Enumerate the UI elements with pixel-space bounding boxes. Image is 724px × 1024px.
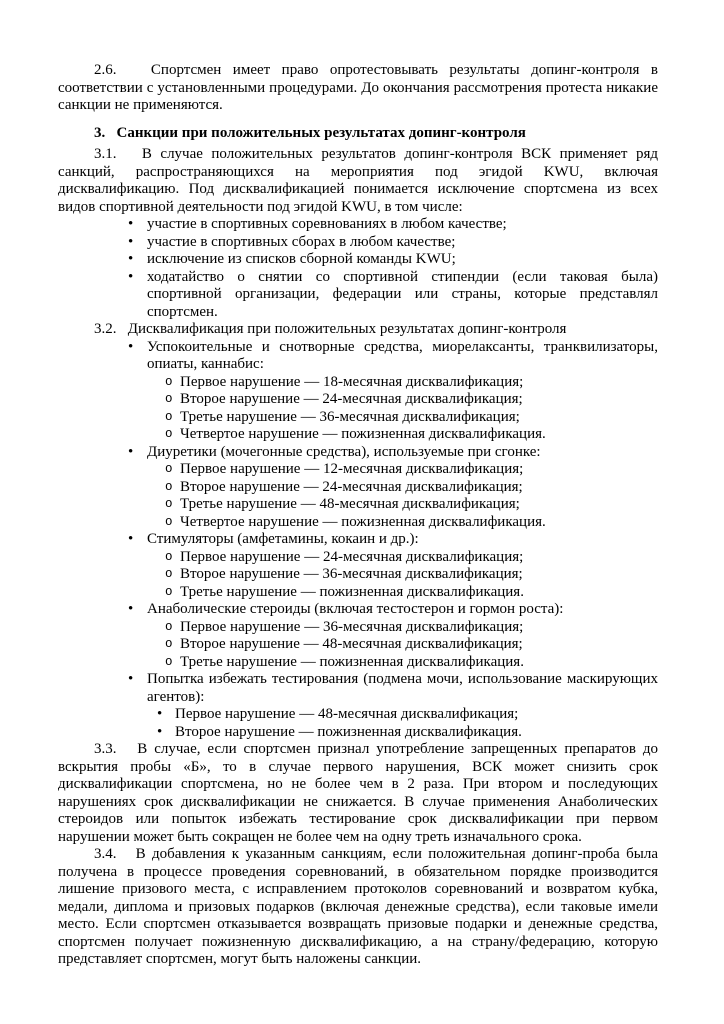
category-name: Анаболические стероиды (включая тестостерон и гормон роста):: [147, 601, 564, 617]
bullet-icon: •: [128, 251, 134, 267]
category-name: Успокоительные и снотворные средства, миорелаксанты, транквилизаторы, опиаты, каннабис:: [147, 338, 658, 372]
circle-icon: o: [165, 567, 173, 581]
violation-text: Второе нарушение — пожизненная дисквалификация.: [175, 723, 522, 740]
category-name: Стимуляторы (амфетамины, кокаин и др.):: [147, 531, 419, 547]
list-item-text: участие в спортивных сборах в любом качестве;: [147, 233, 456, 250]
violation-item: [58, 461, 658, 479]
violation-item: [58, 654, 658, 672]
violation-text: Четвертое нарушение — пожизненная дисквалификация.: [180, 513, 546, 530]
circle-icon: o: [165, 514, 173, 529]
violation-text: Первое нарушение — 12-месячная дисквалификация;: [180, 461, 524, 477]
list-item-text: участие в спортивных соревнованиях в любом качестве;: [147, 216, 507, 232]
bullet-icon: •: [128, 531, 134, 547]
violation-item: [58, 619, 658, 637]
violation-text: Второе нарушение — 48-месячная дисквалификация;: [180, 636, 523, 652]
violation-text: Второе нарушение — 36-месячная дисквалификация;: [180, 566, 523, 582]
category-item: [58, 444, 658, 462]
violation-item: [58, 724, 658, 742]
violation-item: [58, 374, 658, 392]
paragraph-3-3: 3.3. В случае, если спортсмен признал употребление запрещенных препаратов до вскрытия пробы «Б», то в случае первого нарушения, ВСК может снизить срок дисквалификации спортсмена, но не более чем в 2 раза. При втором и последующих нарушениях срок дисквалификации не снижается. В случае применения Анаболических стероидов или попыток избежать тестирование срок дисквалификации при первом нарушении может быть сокращен не более чем на одну треть изначального срока.: [58, 741, 658, 845]
circle-icon: o: [165, 479, 173, 494]
list-item-text: ходатайство о снятии со спортивной стипендии (если таковая была) спортивной организации, федерации или страны, которые представлял спортсмен.: [147, 268, 658, 320]
violation-text: Третье нарушение — пожизненная дисквалификация.: [180, 583, 524, 600]
circle-icon: o: [165, 392, 173, 406]
circle-icon: o: [165, 549, 173, 564]
category-item: [58, 671, 658, 706]
circle-icon: o: [165, 654, 173, 669]
list-item-sanction: [58, 251, 658, 269]
violation-item: [58, 496, 658, 514]
violation-item: [58, 636, 658, 654]
violation-text: Первое нарушение — 18-месячная дисквалификация;: [180, 373, 524, 390]
bullet-icon: •: [128, 671, 134, 687]
violation-item: [58, 409, 658, 427]
paragraph-3-1: 3.1. В случае положительных результатов допинг-контроля ВСК применяет ряд санкций, распространяющихся на мероприятия под эгидой KWU, включая дисквалификацию. Под дисквалификацией понимается исключение спортсмена из всех видов спортивной деятельности под эгидой KWU, в том числе:: [58, 146, 658, 215]
paragraph-2-6: 2.6. Спортсмен имеет право опротестовывать результаты допинг-контроля в соответствии с установленными процедурами. До окончания рассмотрения протеста никакие санкции не применяются.: [58, 62, 658, 113]
bullet-icon: •: [128, 338, 134, 355]
section-3-heading: 3. Санкции при положительных результатах допинг-контроля: [94, 124, 526, 141]
violation-text: Второе нарушение — 24-месячная дисквалификация;: [180, 391, 523, 407]
list-item-sanction: [58, 269, 658, 322]
list-item-sanction: [58, 234, 658, 252]
category-item: [58, 339, 658, 374]
violation-item: [58, 584, 658, 602]
violation-text: Первое нарушение — 48-месячная дисквалификация;: [175, 706, 519, 722]
violation-item: [58, 549, 658, 567]
violation-text: Второе нарушение — 24-месячная дисквалификация;: [180, 478, 523, 495]
paragraph-3-4: 3.4. В добавления к указанным санкциям, если положительная допинг-проба была получена в процессе проведения соревнований, в обязательном порядке производится лишение призового места, с исправлением протоколов соревнований и возвратом кубка, медали, диплома и призовых подарков (включая денежные средства), если таковые имели место. Если спортсмен отказывается возвращать призовые подарки и денежные средства, спортсмен получает пожизненную дисквалификацию, а на страну/федерацию, которую представляет спортсмен, могут быть наложены санкции.: [58, 846, 658, 967]
violation-item: [58, 706, 658, 724]
list-item-sanction: [58, 216, 658, 234]
violation-text: Третье нарушение — 36-месячная дисквалификация;: [180, 408, 520, 425]
violation-text: Первое нарушение — 36-месячная дисквалификация;: [180, 618, 524, 635]
circle-icon: o: [165, 462, 173, 476]
bullet-icon: •: [128, 268, 134, 285]
bullet-icon: •: [128, 233, 134, 250]
violation-text: Третье нарушение — пожизненная дисквалификация.: [180, 653, 524, 670]
category-item: [58, 601, 658, 619]
paragraph-3-2: 3.2. Дисквалификация при положительных результатах допинг-контроля: [94, 321, 567, 337]
category-item: [58, 531, 658, 549]
violation-text: Четвертое нарушение — пожизненная дисквалификация.: [180, 426, 546, 442]
violation-item: [58, 566, 658, 584]
bullet-icon: •: [128, 216, 134, 232]
violation-text: Третье нарушение — 48-месячная дисквалификация;: [180, 496, 520, 512]
violation-item: [58, 426, 658, 444]
circle-icon: o: [165, 584, 173, 599]
circle-icon: o: [165, 427, 173, 441]
bullet-icon: •: [157, 723, 163, 740]
bullet-icon: •: [157, 706, 163, 722]
violation-text: Первое нарушение — 24-месячная дисквалификация;: [180, 548, 524, 565]
circle-icon: o: [165, 619, 173, 634]
violation-item: [58, 391, 658, 409]
list-item-text: исключение из списков сборной команды KWU;: [147, 251, 456, 267]
bullet-icon: •: [128, 443, 134, 460]
circle-icon: o: [165, 374, 173, 389]
category-name: Попытка избежать тестирования (подмена мочи, использование маскирующих агентов):: [147, 671, 658, 705]
category-name: Диуретики (мочегонные средства), используемые при сгонке:: [147, 443, 541, 460]
circle-icon: o: [165, 497, 173, 511]
circle-icon: o: [165, 637, 173, 651]
bullet-icon: •: [128, 601, 134, 617]
violation-item: [58, 514, 658, 532]
circle-icon: o: [165, 409, 173, 424]
violation-item: [58, 479, 658, 497]
